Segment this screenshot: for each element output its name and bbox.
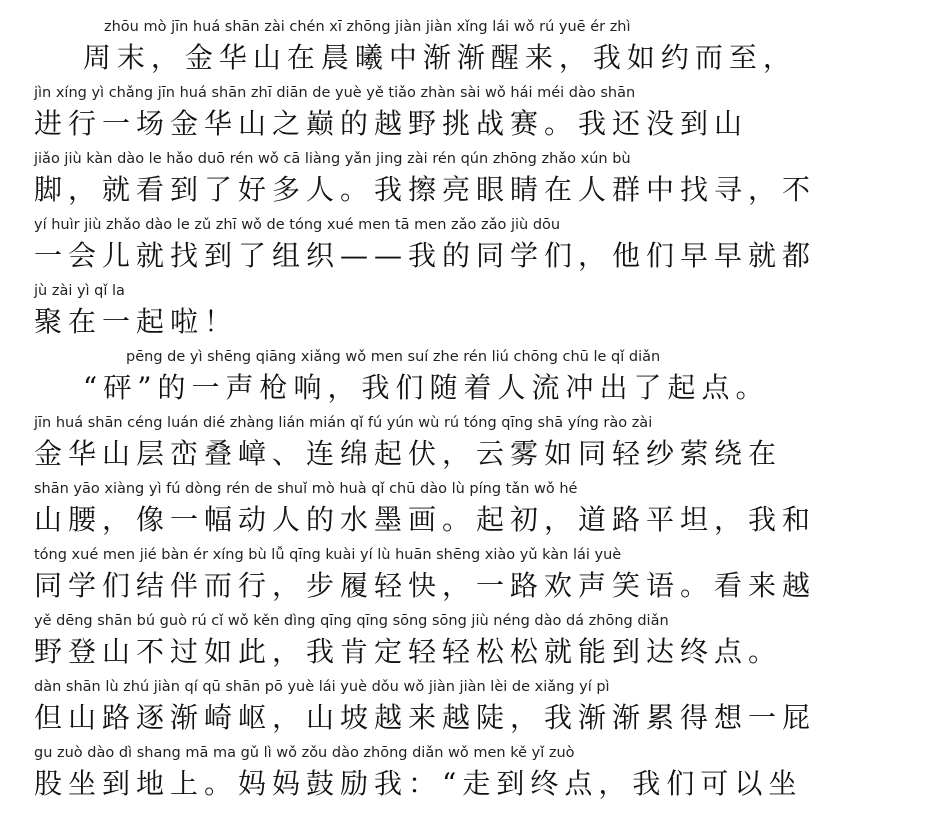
pinyin-line-3: jiǎo jiù kàn dào le hǎo duō rén wǒ cā liàng yǎn jing zài rén qún zhōng zhǎo xún bù — [34, 151, 631, 167]
pinyin-line-7: jīn huá shān céng luán dié zhàng lián mián qǐ fú yún wù rú tóng qīng shā yíng rào zài — [34, 415, 653, 431]
pinyin-line-2: jìn xíng yì chǎng jīn huá shān zhī diān de yuè yě tiǎo zhàn sài wǒ hái méi dào shān — [34, 85, 636, 101]
pinyin-line-4: yí huìr jiù zhǎo dào le zǔ zhī wǒ de tóng xué men tā men zǎo zǎo jiù dōu — [34, 217, 561, 233]
text-line-9 — [0, 544, 950, 610]
text-line-11 — [0, 676, 950, 742]
hanzi-line-8: 山腰，像一幅动人的水墨画。起初，道路平坦，我和 — [34, 503, 817, 536]
text-line-1 — [0, 16, 950, 82]
pinyin-line-1: zhōu mò jīn huá shān zài chén xī zhōng jiàn jiàn xǐng lái wǒ rú yuē ér zhì — [104, 19, 631, 35]
hanzi-line-10: 野登山不过如此，我肯定轻轻松松就能到达终点。 — [34, 635, 783, 668]
hanzi-line-1: 周末，金华山在晨曦中渐渐醒来，我如约而至， — [34, 41, 797, 74]
hanzi-line-6: “砰”的一声枪响，我们随着人流冲出了起点。 — [34, 371, 770, 404]
pinyin-line-9: tóng xué men jié bàn ér xíng bù lǚ qīng kuài yí lù huān shēng xiào yǔ kàn lái yuè — [34, 547, 622, 563]
hanzi-line-4: 一会儿就找到了组织——我的同学们，他们早早就都 — [34, 239, 817, 272]
pinyin-line-6: pēng de yì shēng qiāng xiǎng wǒ men suí zhe rén liú chōng chū le qǐ diǎn — [126, 349, 661, 365]
pinyin-line-10: yě dēng shān bú guò rú cǐ wǒ kěn dìng qīng qīng sōng sōng jiù néng dào dá zhōng diǎn — [34, 613, 669, 629]
text-line-5 — [0, 280, 950, 346]
hanzi-line-12: 股坐到地上。妈妈鼓励我：“走到终点，我们可以坐 — [34, 767, 803, 800]
hanzi-line-7: 金华山层峦叠嶂、连绵起伏，云雾如同轻纱萦绕在 — [34, 437, 783, 470]
text-line-3 — [0, 148, 950, 214]
text-line-12 — [0, 742, 950, 808]
hanzi-line-9: 同学们结伴而行，步履轻快，一路欢声笑语。看来越 — [34, 569, 817, 602]
pinyin-line-5: jù zài yì qǐ la — [34, 283, 125, 299]
pinyin-line-11: dàn shān lù zhú jiàn qí qū shān pō yuè lái yuè dǒu wǒ jiàn jiàn lèi de xiǎng yí pì — [34, 679, 610, 695]
text-line-4 — [0, 214, 950, 280]
hanzi-line-5: 聚在一起啦！ — [34, 305, 239, 338]
text-line-10 — [0, 610, 950, 676]
text-line-7 — [0, 412, 950, 478]
pinyin-line-12: gu zuò dào dì shang mā ma gǔ lì wǒ zǒu dào zhōng diǎn wǒ men kě yǐ zuò — [34, 745, 575, 761]
text-line-2 — [0, 82, 950, 148]
hanzi-line-11: 但山路逐渐崎岖，山坡越来越陡，我渐渐累得想一屁 — [34, 701, 817, 734]
pinyin-line-8: shān yāo xiàng yì fú dòng rén de shuǐ mò huà qǐ chū dào lù píng tǎn wǒ hé — [34, 481, 578, 497]
text-line-8 — [0, 478, 950, 544]
hanzi-line-2: 进行一场金华山之巅的越野挑战赛。我还没到山 — [34, 107, 749, 140]
text-line-6 — [0, 346, 950, 412]
hanzi-line-3: 脚，就看到了好多人。我擦亮眼睛在人群中找寻，不 — [34, 173, 817, 206]
